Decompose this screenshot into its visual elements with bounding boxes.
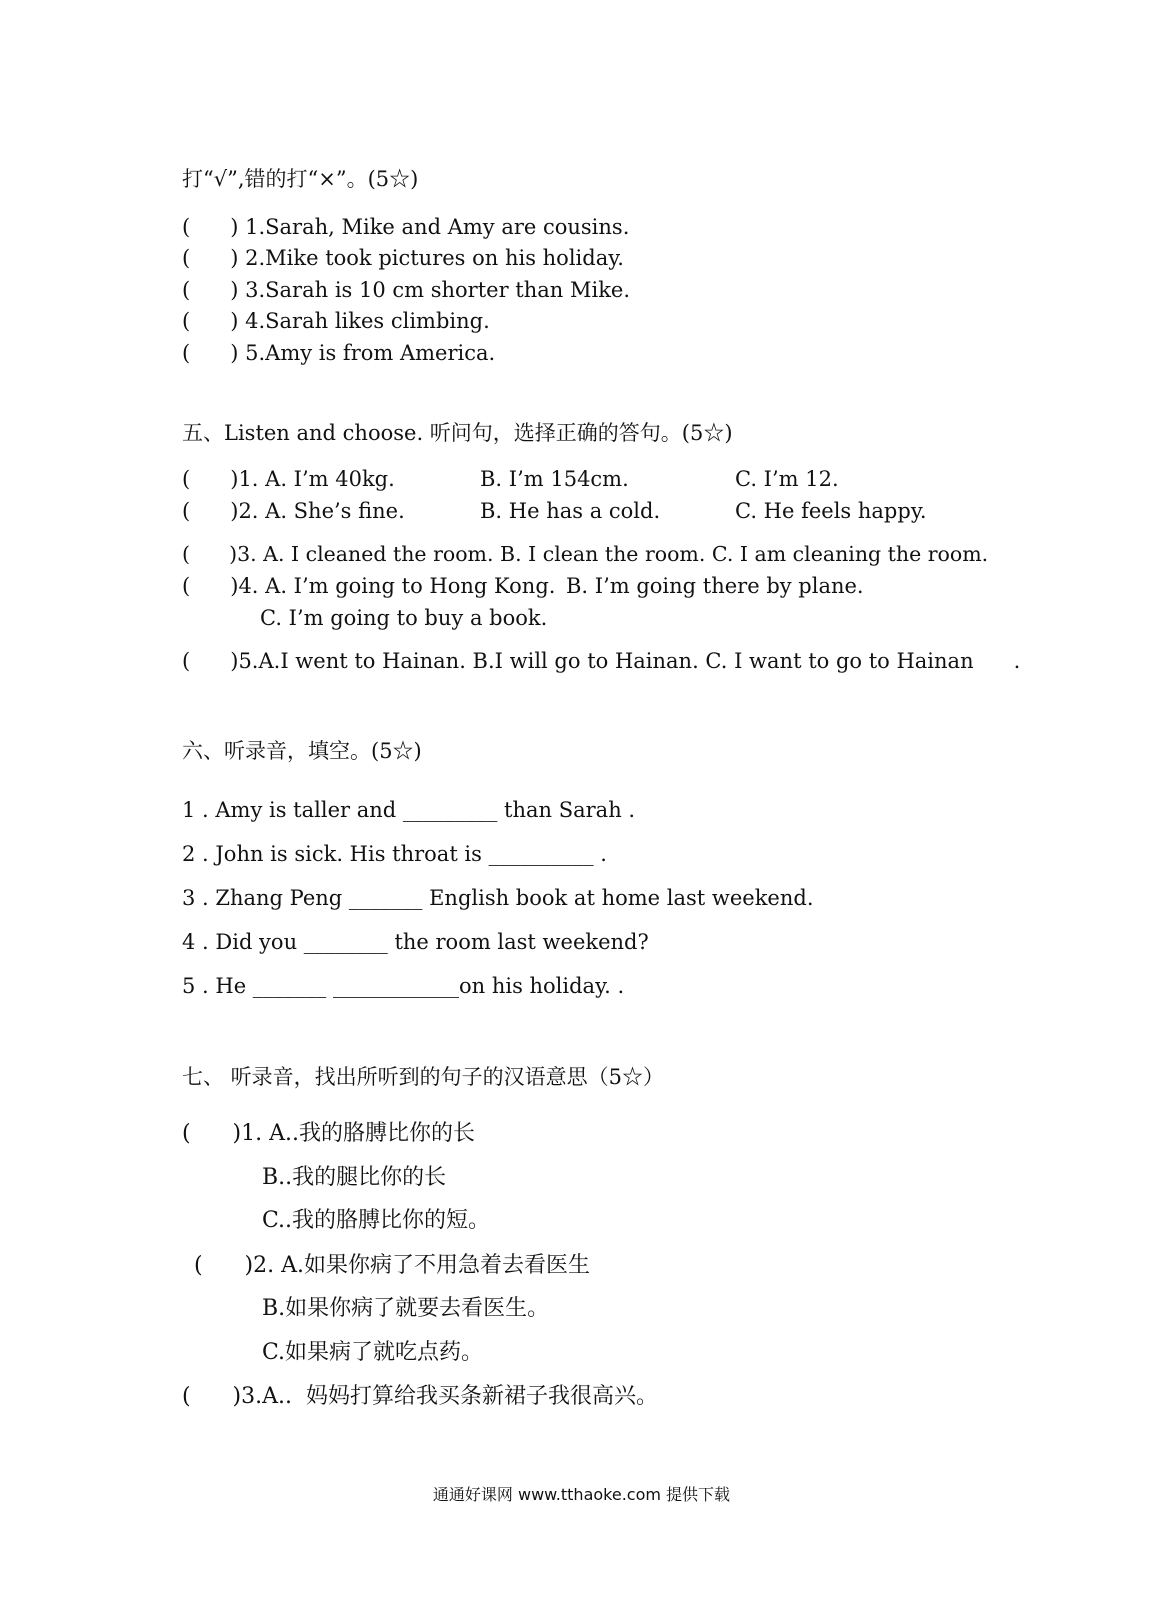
- meaning-q2-c: C.如果病了就吃点药。: [262, 1340, 484, 1365]
- choice-q3: ( )3. A. I cleaned the room. B. I clean the room. C. I am cleaning the room.: [182, 542, 989, 566]
- meaning-q1-c: C..我的胳膊比你的短。: [262, 1208, 491, 1233]
- choice-q4-b: B. I’m going there by plane.: [566, 574, 864, 598]
- fill-item-3: 3 . Zhang Peng _______ English book at home last weekend.: [182, 886, 814, 910]
- meaning-q2-a: ( )2. A.如果你病了不用急着去看医生: [194, 1253, 590, 1278]
- section6-heading: 六、听录音，填空。(5☆): [182, 739, 422, 763]
- footer-credit: 通通好课网 www.tthaoke.com 提供下载: [432, 1485, 731, 1504]
- tf-item-3: ( ) 3.Sarah is 10 cm shorter than Mike.: [182, 278, 631, 302]
- section5-heading: 五、Listen and choose. 听问句，选择正确的答句。(5☆): [182, 421, 733, 445]
- fill-item-2: 2 . John is sick. His throat is __________ .: [182, 842, 607, 866]
- meaning-q1-a: ( )1. A..我的胳膊比你的长: [182, 1121, 475, 1146]
- choice-q1-a: ( )1. A. I’m 40kg.: [182, 467, 395, 491]
- choice-q2-a: ( )2. A. She’s fine.: [182, 499, 405, 523]
- fill-item-5: 5 . He _______ ____________on his holiday. .: [182, 974, 625, 998]
- meaning-q1-b: B..我的腿比你的长: [262, 1165, 447, 1190]
- choice-q2-c: C. He feels happy.: [735, 499, 927, 523]
- choice-q1-b: B. I’m 154cm.: [480, 467, 629, 491]
- section4-instruction: 打“√”,错的打“×”。(5☆): [182, 167, 419, 191]
- choice-q5: ( )5.A.I went to Hainan. B.I will go to Hainan. C. I want to go to Hainan .: [182, 649, 1021, 673]
- tf-item-5: ( ) 5.Amy is from America.: [182, 341, 496, 365]
- choice-q2-b: B. He has a cold.: [480, 499, 661, 523]
- fill-item-4: 4 . Did you ________ the room last weekend?: [182, 930, 649, 954]
- tf-item-1: ( ) 1.Sarah, Mike and Amy are cousins.: [182, 215, 630, 239]
- tf-item-4: ( ) 4.Sarah likes climbing.: [182, 309, 490, 333]
- choice-q4-c: C. I’m going to buy a book.: [260, 606, 548, 630]
- choice-q1-c: C. I’m 12.: [735, 467, 839, 491]
- meaning-q2-b: B.如果你病了就要去看医生。: [262, 1296, 550, 1321]
- meaning-q3-a: ( )3.A.. 妈妈打算给我买条新裙子我很高兴。: [182, 1384, 658, 1409]
- choice-q4-a: ( )4. A. I’m going to Hong Kong.: [182, 574, 556, 598]
- tf-item-2: ( ) 2.Mike took pictures on his holiday.: [182, 246, 624, 270]
- fill-item-1: 1 . Amy is taller and _________ than Sarah .: [182, 798, 636, 822]
- section7-heading: 七、 听录音，找出所听到的句子的汉语意思（5☆）: [182, 1065, 665, 1089]
